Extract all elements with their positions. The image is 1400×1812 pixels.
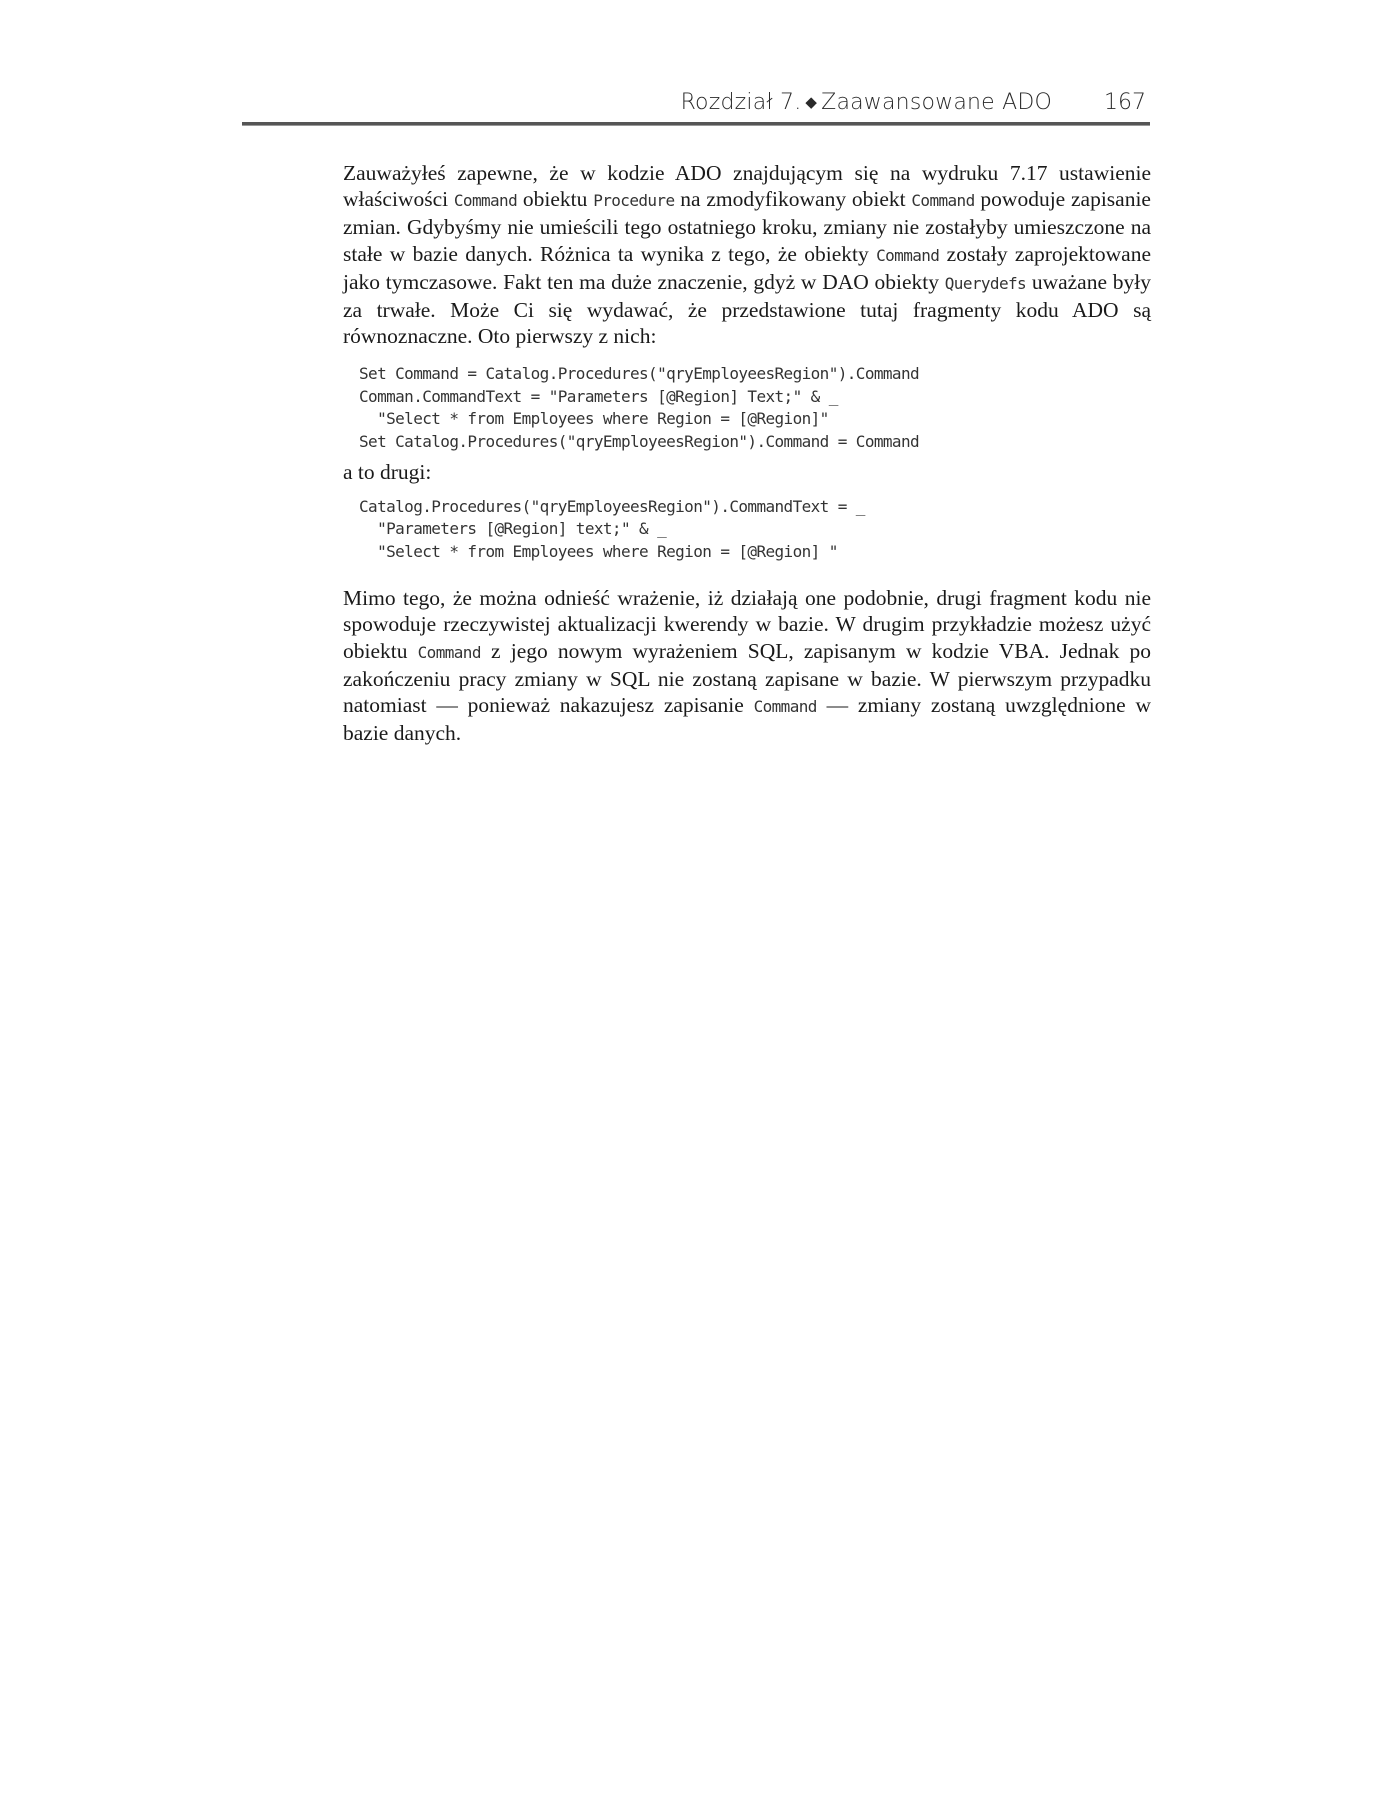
text-run: z jego nowym wyrażeniem SQL, zapisanym w kodzie VBA. Jednak po zakończeniu pracy zmiany w SQL nie zostaną zapisane w bazie. W pierwszym przypadku natomiast — ponieważ nakazujesz zapisanie <box>343 638 1151 717</box>
inline-code: Querydefs <box>944 273 1027 293</box>
chapter-prefix: Rozdział 7. <box>680 90 802 115</box>
code-line: Comman.CommandText = "Parameters [@Region] Text;" & _ <box>359 386 838 406</box>
text-run: obiektu <box>517 187 594 212</box>
page-number: 167 <box>1104 90 1146 115</box>
inline-code: Command <box>911 191 975 211</box>
code-listing-2 <box>359 496 1151 564</box>
code-line: Catalog.Procedures("qryEmployeesRegion").CommandText = _ <box>359 496 865 516</box>
code-line: "Select * from Employees where Region = [@Region]" <box>359 409 829 429</box>
text-run: uważane były za trwałe. Może Ci się wydawać, że przedstawione tutaj fragmenty kodu ADO są równoznaczne. Oto pierwszy z nich: <box>343 269 1151 349</box>
code-listing-1 <box>359 363 1151 453</box>
page-body <box>343 160 1151 746</box>
inline-code: Command <box>453 191 518 211</box>
lead-in-text: a to drugi: <box>343 460 432 485</box>
inline-code: Command <box>876 245 940 265</box>
paragraph-2 <box>343 585 1151 746</box>
text-run: zostały zaprojektowane jako tymczasowe. Fakt ten ma duże znaczenie, gdyż w DAO obiekty <box>343 241 1151 294</box>
code-line: "Select * from Employees where Region = [@Region] " <box>359 541 838 561</box>
paragraph-1 <box>343 160 1151 349</box>
text-run: powoduje zapisanie zmian. Gdybyśmy nie umieścili tego ostatniego kroku, zmiany nie zostałyby umieszczone na stałe w bazie danych. Różnica ta wynika z tego, że obiekty <box>343 187 1151 266</box>
code-line: Set Catalog.Procedures("qryEmployeesRegion").Command = Command <box>359 431 920 451</box>
inline-code: Command <box>753 696 817 716</box>
inline-code: Procedure <box>593 191 675 211</box>
chapter-name: Zaawansowane ADO <box>821 90 1052 115</box>
text-run: — zmiany zostaną uwzględnione w bazie danych. <box>343 692 1151 746</box>
code-line: "Parameters [@Region] text;" & _ <box>359 519 667 539</box>
text-run: na zmodyfikowany obiekt <box>674 187 912 212</box>
inline-code: Command <box>417 642 481 662</box>
code-line: Set Command = Catalog.Procedures("qryEmployeesRegion").Command <box>359 364 920 384</box>
chapter-title <box>681 90 1052 115</box>
running-head <box>242 88 1150 124</box>
header-rule <box>242 122 1150 126</box>
text-run: Zauważyłeś zapewne, że w kodzie ADO znajdującym się na wydruku 7.17 ustawienie właściwości <box>343 161 1151 212</box>
diamond-icon: ◆ <box>805 93 818 111</box>
text-run: Mimo tego, że można odnieść wrażenie, iż działają one podobnie, drugi fragment kodu nie spowoduje rzeczywistej aktualizacji kwerendy w bazie. W drugim przykładzie możesz użyć obiektu <box>343 586 1151 663</box>
